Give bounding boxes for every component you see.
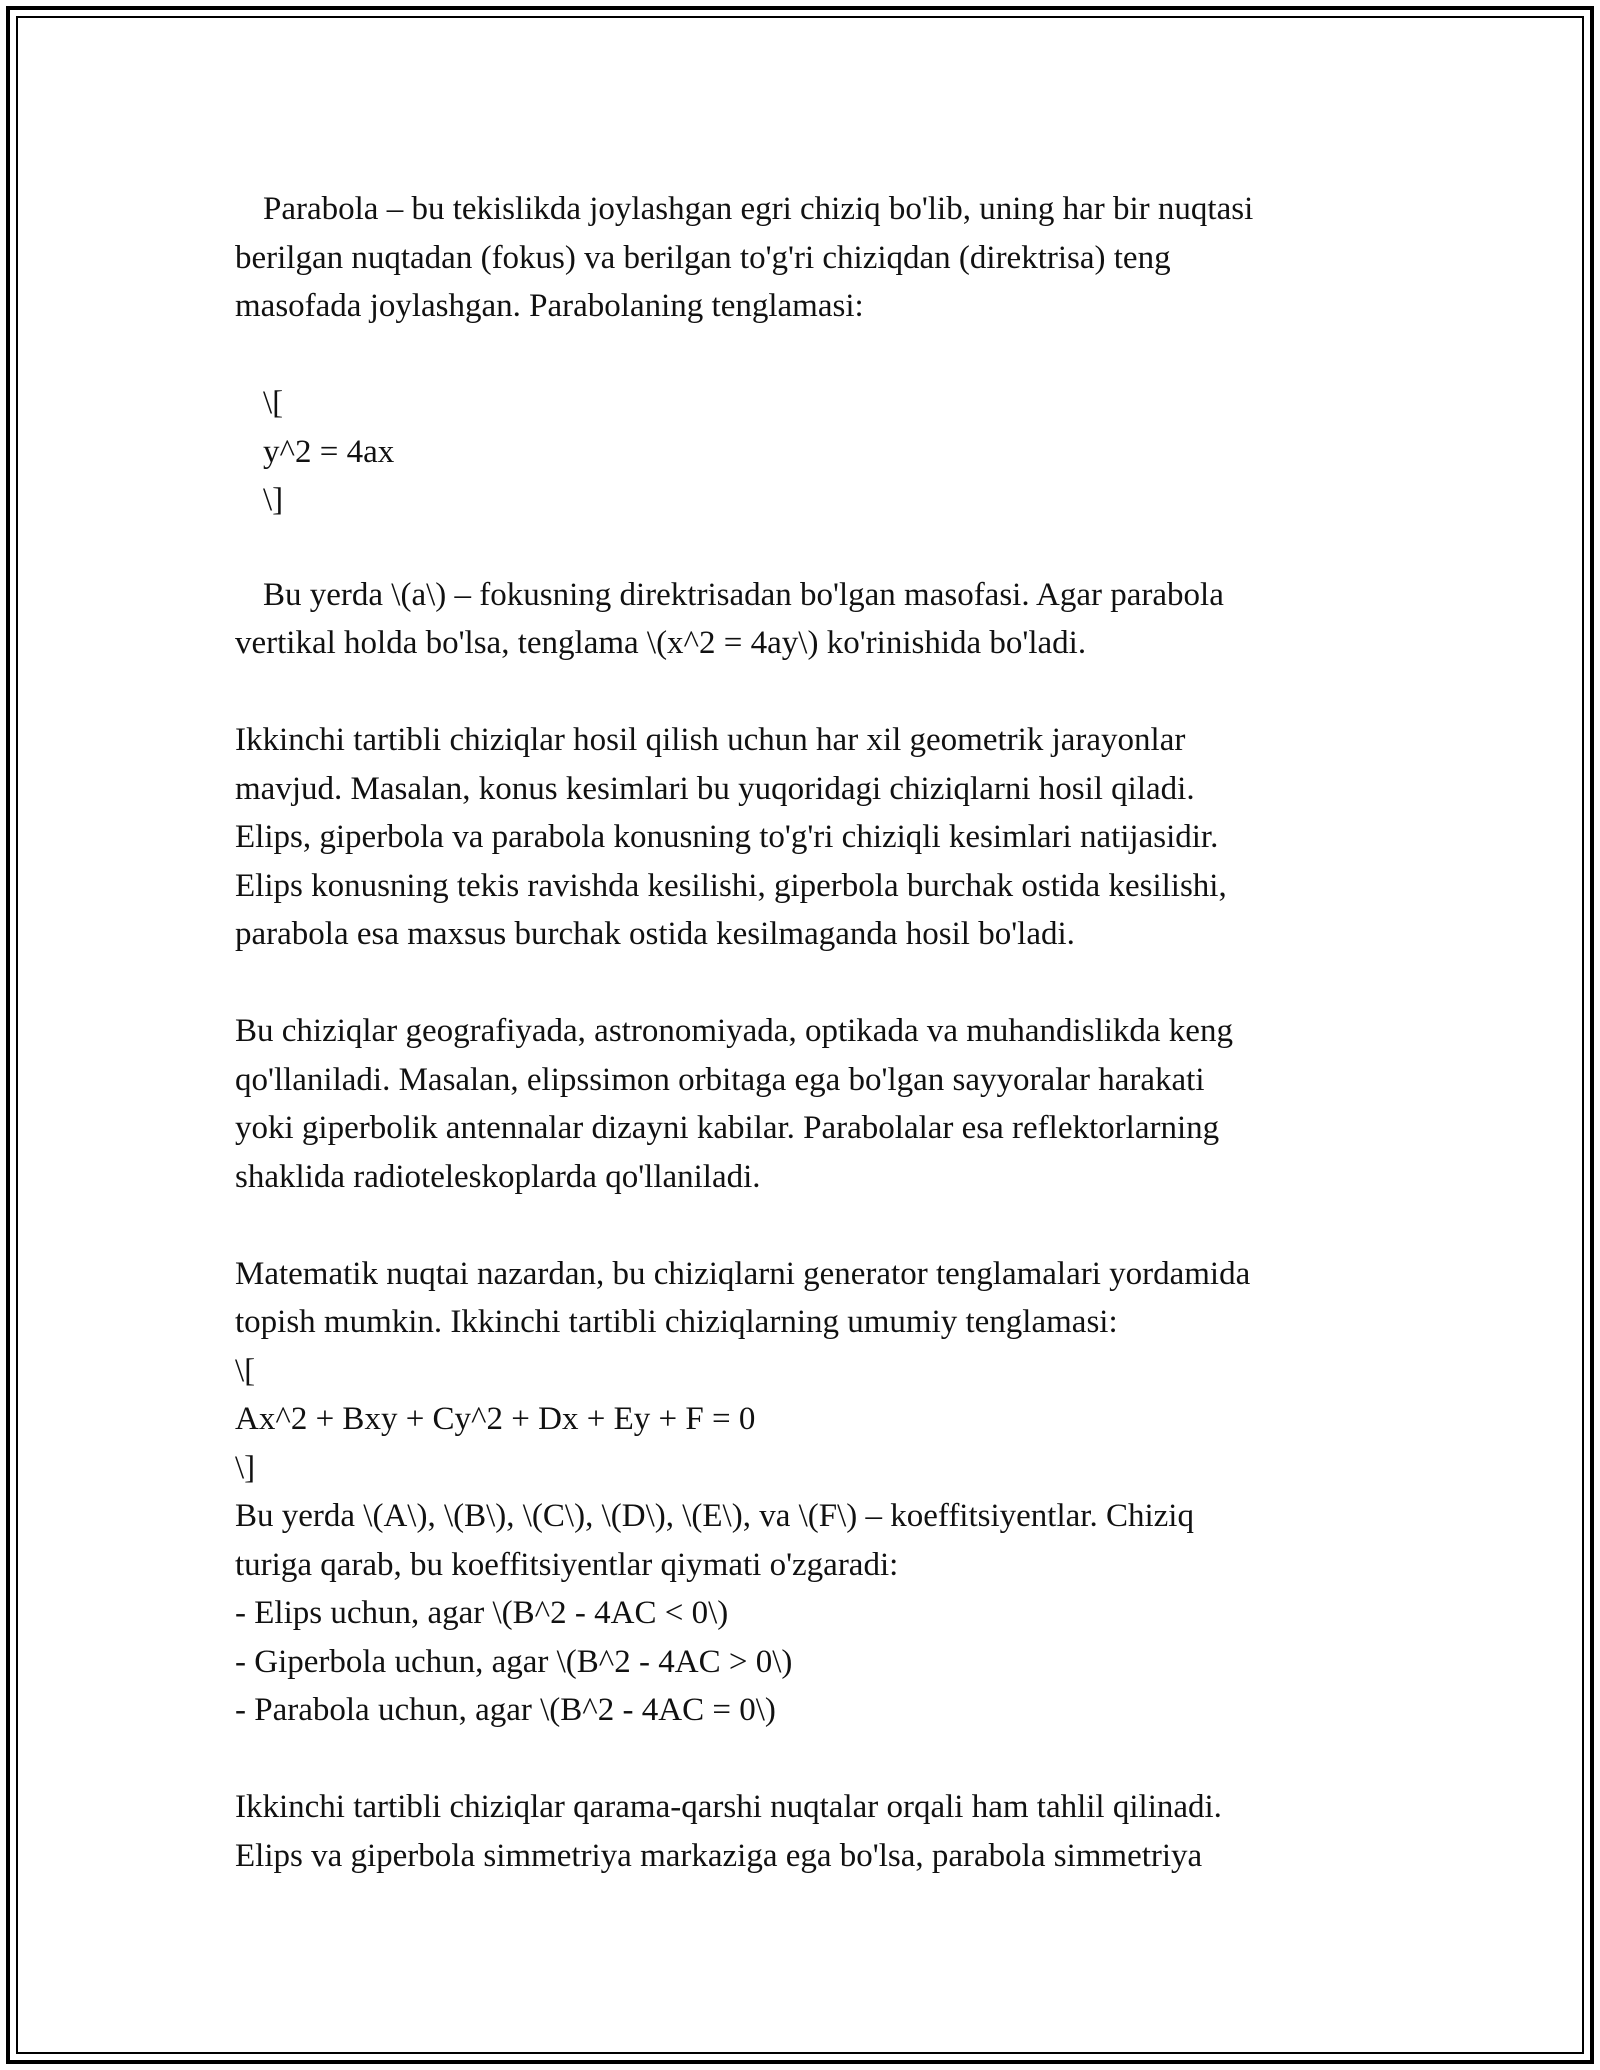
list-item: - Parabola uchun, agar \(B^2 - 4AC = 0\) [235,1692,776,1728]
text-line: Bu yerda \(a\) – fokusning direktrisadan bo'lgan masofasi. Agar parabola [263,576,1224,613]
paragraph-gap [235,1201,1385,1250]
list-item: - Elips uchun, agar \(B^2 - 4AC < 0\) [235,1595,729,1631]
paragraph-gap [235,525,1385,571]
text-line: mavjud. Masalan, konus kesimlari bu yuqoridagi chiziqlarni hosil qiladi. [235,770,1195,807]
text-line: Bu chiziqlar geografiyada, astronomiyada, optikada va muhandislikda keng [235,1013,1233,1049]
paragraph-general-equation [235,1250,1385,1735]
paragraph-gap [235,959,1385,1008]
equation-line: \[ [263,385,284,421]
equation-line: \[ [235,1352,256,1389]
paragraph-parabola-definition [235,185,1385,331]
equation-line: y^2 = 4ax [263,433,395,470]
paragraph-focus-distance [235,571,1385,668]
text-line: Parabola – bu tekislikda joylashgan egri chiziq bo'lib, uning har bir nuqtasi [263,191,1254,227]
paragraph-symmetry [235,1783,1385,1880]
text-line: vertikal holda bo'lsa, tenglama \(x^2 = 4ay\) ko'rinishida bo'ladi. [235,625,1087,661]
text-line: masofada joylashgan. Parabolaning tenglamasi: [235,288,864,324]
equation-line: Ax^2 + Bxy + Cy^2 + Dx + Ey + F = 0 [235,1401,756,1437]
text-line: Ikkinchi tartibli chiziqlar qarama-qarshi nuqtalar orqali ham tahlil qilinadi. [235,1789,1222,1825]
text-line: Ikkinchi tartibli chiziqlar hosil qilish uchun har xil geometrik jarayonlar [235,722,1186,758]
list-item: - Giperbola uchun, agar \(B^2 - 4AC > 0\) [235,1643,793,1680]
equation-line: \] [235,1449,256,1486]
paragraph-applications [235,1007,1385,1201]
text-line: shaklida radioteleskoplarda qo'llaniladi. [235,1158,761,1195]
text-line: qo'llaniladi. Masalan, elipssimon orbitaga ega bo'lgan sayyoralar harakati [235,1061,1205,1098]
document-body [235,185,1385,1880]
text-line: turiga qarab, bu koeffitsiyentlar qiymati o'zgaradi: [235,1546,899,1583]
paragraph-gap [235,668,1385,717]
equation-line: \] [263,482,284,518]
text-line: Elips konusning tekis ravishda kesilishi, giperbola burchak ostida kesilishi, [235,867,1227,904]
equation-parabola [235,379,1385,525]
text-line: Matematik nuqtai nazardan, bu chiziqlarni generator tenglamalari yordamida [235,1255,1251,1292]
text-line: yoki giperbolik antennalar dizayni kabilar. Parabolalar esa reflektorlarning [235,1110,1220,1146]
text-line: topish mumkin. Ikkinchi tartibli chiziqlarning umumiy tenglamasi: [235,1304,1118,1340]
paragraph-gap [235,331,1385,380]
text-line: Elips, giperbola va parabola konusning to'g'ri chiziqli kesimlari natijasidir. [235,819,1219,855]
text-line: Elips va giperbola simmetriya markaziga ega bo'lsa, parabola simmetriya [235,1837,1203,1874]
text-line: Bu yerda \(A\), \(B\), \(C\), \(D\), \(E\), va \(F\) – koeffitsiyentlar. Chiziq [235,1498,1194,1534]
paragraph-gap [235,1735,1385,1784]
text-line: berilgan nuqtadan (fokus) va berilgan to'g'ri chiziqdan (direktrisa) teng [235,239,1171,276]
paragraph-conic-sections [235,716,1385,959]
text-line: parabola esa maxsus burchak ostida kesilmaganda hosil bo'ladi. [235,916,1075,952]
